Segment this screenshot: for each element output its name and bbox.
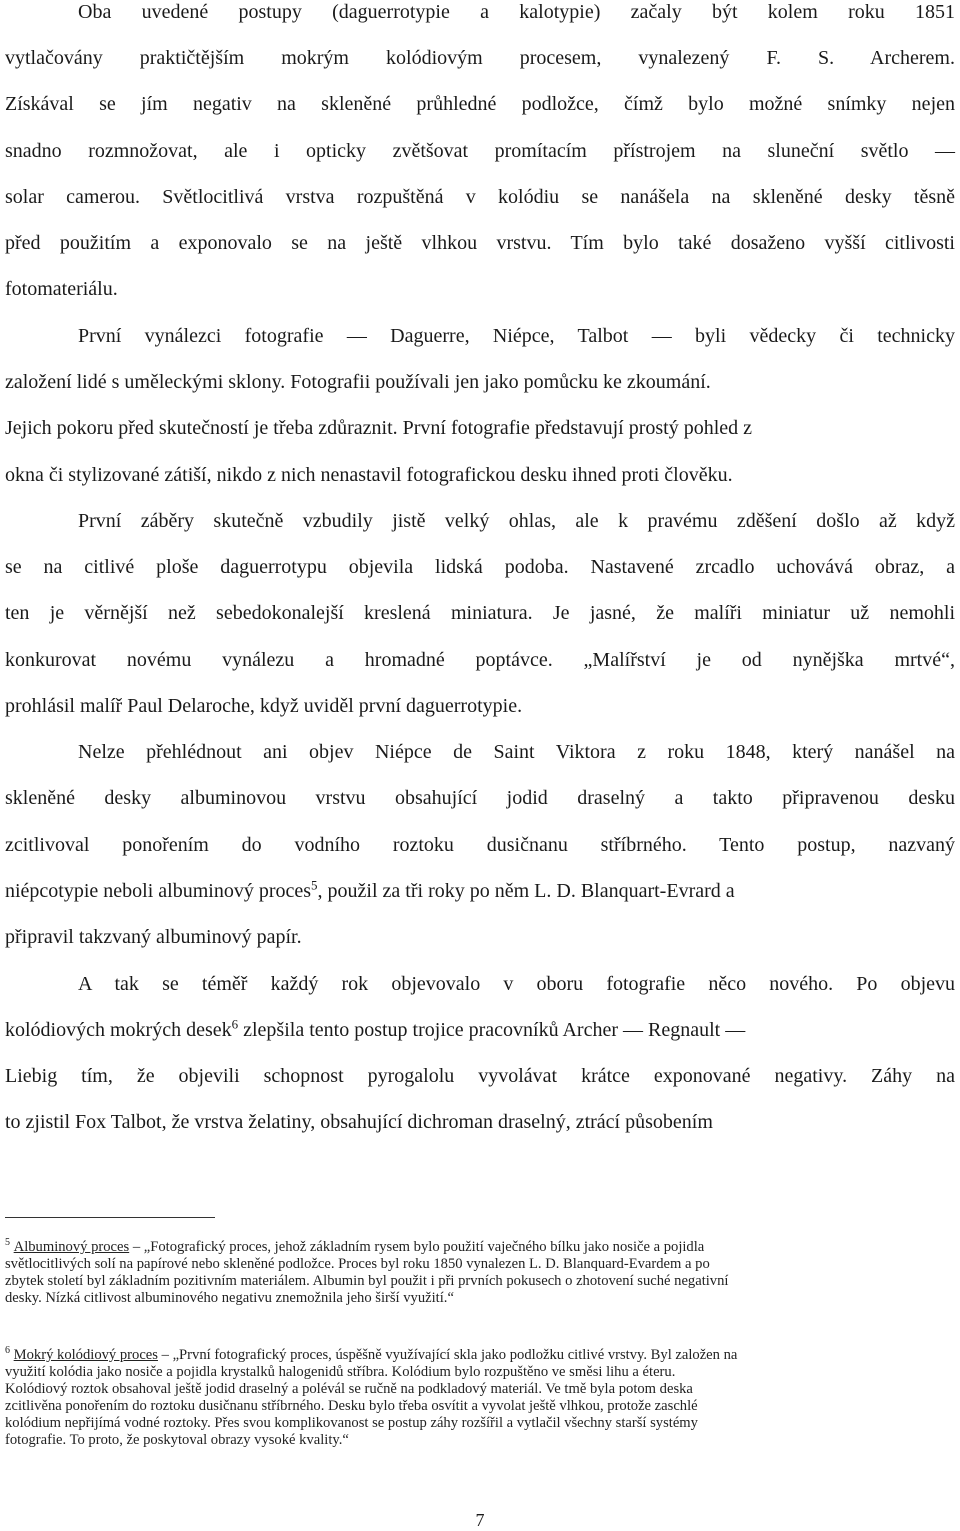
footnote-mark-5: 5 bbox=[5, 1237, 10, 1249]
body-line: zcitlivoval ponořením do vodního roztoku dusičnanu stříbrného. Tento postup, nazvaný bbox=[5, 834, 955, 856]
footnote-6-line: využití kolódia jako nosiče a pojidla krystalků halogenidů stříbra. Kolódium bylo rozpuštěno ve směsi lihu a éteru. bbox=[5, 1364, 676, 1380]
body-line: se na citlivé ploše daguerrotypu objevila lidská podoba. Nastavené zrcadlo uchovává obraz, a bbox=[5, 556, 955, 578]
body-line: připravil takzvaný albuminový papír. bbox=[5, 926, 302, 948]
body-line: Nelze přehlédnout ani objev Niépce de Saint Viktora z roku 1848, který nanášel na bbox=[78, 741, 955, 763]
body-line: První vynálezci fotografie — Daguerre, Niépce, Talbot — byli vědecky či technicky bbox=[78, 325, 955, 347]
body-line: snadno rozmnožovat, ale i opticky zvětšovat promítacím přístrojem na sluneční světlo — bbox=[5, 140, 955, 162]
body-line: prohlásil malíř Paul Delaroche, když uviděl první daguerrotypie. bbox=[5, 695, 523, 717]
body-line-part: zlepšila tento postup trojice pracovníků Archer — Regnault — bbox=[238, 1019, 746, 1041]
body-line: Jejich pokoru před skutečností je třeba zdůraznit. První fotografie představují prostý pohled z bbox=[5, 417, 753, 439]
footnote-5-line: desky. Nízká citlivost albuminového negativu znemožnila jeho širší využití.“ bbox=[5, 1290, 454, 1306]
body-line: solar camerou. Světlocitlivá vrstva rozpuštěná v kolódiu se nanášela na skleněné desky těsně bbox=[5, 186, 955, 208]
footnote-mark-6: 6 bbox=[5, 1345, 10, 1357]
footnote-term-link[interactable]: Mokrý kolódiový proces bbox=[13, 1347, 158, 1363]
footnote-5-line bbox=[5, 1239, 704, 1256]
body-line-part: niépcotypie neboli albuminový proces bbox=[5, 880, 312, 902]
body-line: ten je věrnější než sebedokonalejší kreslená miniatura. Je jasné, že malíři miniatur už nemohli bbox=[5, 602, 955, 624]
footnote-5-line: světlocitlivých solí na papírové nebo skleněné podložce. Proces byl roku 1850 vynalezen L. D. Blanquard-Evardem a po bbox=[5, 1256, 710, 1272]
body-line: A tak se téměř každý rok objevovalo v oboru fotografie něco nového. Po objevu bbox=[78, 973, 955, 995]
footnote-6-line bbox=[5, 1347, 737, 1364]
footnote-text: – „Fotografický proces, jehož základním rysem bylo použití vaječného bílku jako nosiče a pojidla bbox=[129, 1239, 705, 1255]
body-line bbox=[5, 879, 735, 903]
body-line: vytlačovány praktičtějším mokrým kolódiovým procesem, vynalezený F. S. Archerem. bbox=[5, 47, 955, 69]
footnote-6-line: kolódium nepřijímá vodné roztoky. Přes svou komplikovanost se postup záhy rozšířil a vytlačil všechny starší systémy bbox=[5, 1415, 698, 1431]
footnote-divider bbox=[5, 1217, 215, 1218]
footnote-term-link[interactable]: Albuminový proces bbox=[13, 1239, 130, 1255]
body-line-part: , použil za tři roky po něm L. D. Blanquart-Evrard a bbox=[317, 880, 735, 902]
footnote-6-line: zcitlivěna ponořením do roztoku dusičnanu stříbrného. Desku bylo třeba osvítit a vyvolat ještě vlhkou, protože zaschlé bbox=[5, 1398, 698, 1414]
body-line: Získával se jím negativ na skleněné průhledné podložce, čímž bylo možné snímky nejen bbox=[5, 93, 955, 115]
body-line: Oba uvedené postupy (daguerrotypie a kalotypie) začaly být kolem roku 1851 bbox=[78, 1, 955, 23]
footnote-6-line: Kolódiový roztok obsahoval ještě jodid draselný a polévál se ručně na podkladový materiál. Ve tmě byla potom deska bbox=[5, 1381, 693, 1397]
body-line: konkurovat novému vynálezu a hromadné poptávce. „Malířství je od nynějška mrtvé“, bbox=[5, 649, 955, 671]
page-number: 7 bbox=[475, 1510, 485, 1530]
body-line: okna či stylizované zátiší, nikdo z nich nenastavil fotografickou desku ihned proti člověku. bbox=[5, 464, 733, 486]
body-line bbox=[5, 1018, 745, 1042]
footnote-ref-6[interactable]: 6 bbox=[231, 1016, 239, 1032]
footnote-5-line: zbytek století byl základním pozitivním materiálem. Albumin byl použit i při prvních pokusech o zhotovení suché negativní bbox=[5, 1273, 729, 1289]
footnote-6-line: fotografie. To proto, že poskytoval obrazy vysoké kvality.“ bbox=[5, 1432, 349, 1448]
body-line: před použitím a exponovalo se na ještě vlhkou vrstvu. Tím bylo také dosaženo vyšší citlivosti bbox=[5, 232, 955, 254]
footnote-ref-5[interactable]: 5 bbox=[311, 877, 318, 893]
body-line: založení lidé s uměleckými sklony. Fotografii používali jen jako pomůcku ke zkoumání. bbox=[5, 371, 711, 393]
footnote-text: – „První fotografický proces, úspěšně využívající skla jako podložku citlivé vrstvy. Byl založen na bbox=[157, 1347, 738, 1363]
body-line-part: kolódiových mokrých desek bbox=[5, 1019, 232, 1041]
body-line: První záběry skutečně vzbudily jistě velký ohlas, ale k pravému zděšení došlo až když bbox=[78, 510, 955, 532]
body-line: skleněné desky albuminovou vrstvu obsahující jodid draselný a takto připravenou desku bbox=[5, 787, 955, 809]
body-line: to zjistil Fox Talbot, že vrstva želatiny, obsahující dichroman draselný, ztrácí působením bbox=[5, 1111, 713, 1133]
body-line: Liebig tím, že objevili schopnost pyrogalolu vyvolávat krátce exponované negativy. Záhy na bbox=[5, 1065, 955, 1087]
body-line: fotomateriálu. bbox=[5, 278, 118, 300]
